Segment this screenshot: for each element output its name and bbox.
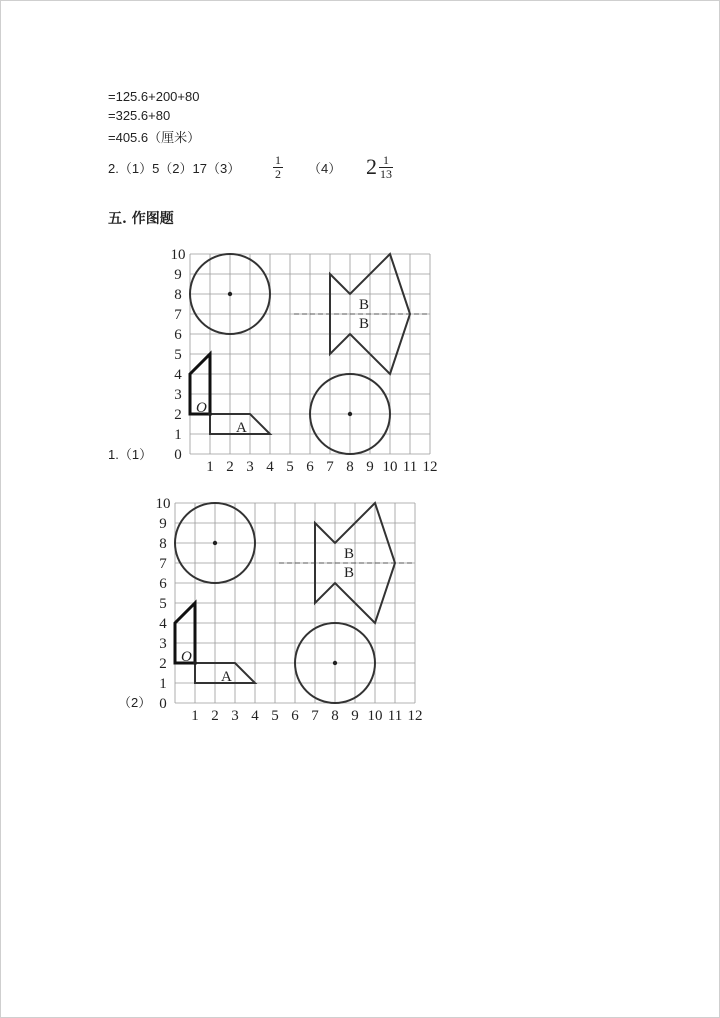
x-tick-label: 4 (266, 459, 274, 475)
x-tick-label: 5 (271, 708, 279, 724)
circle-center-dot (333, 661, 337, 665)
calc-line-2: =325.6+80 (108, 108, 171, 123)
x-tick-label: 12 (422, 459, 438, 475)
answer-2-prefix: 2.（1）5（2）17（3） (108, 161, 241, 176)
y-tick-label: 7 (159, 556, 167, 572)
mixed-number-denominator: 13 (380, 167, 392, 181)
y-tick-label: 5 (159, 596, 167, 612)
y-tick-label: 1 (174, 427, 182, 443)
mixed-number-numerator: 1 (383, 153, 389, 167)
label-o: O (181, 649, 192, 665)
x-tick-label: 12 (407, 708, 423, 724)
x-tick-label: 9 (351, 708, 359, 724)
y-tick-label: 5 (174, 347, 182, 363)
x-tick-label: 10 (367, 708, 383, 724)
label-b-top: B (358, 297, 370, 313)
question-1-label: 1.（1） (108, 447, 153, 462)
x-tick-label: 10 (382, 459, 398, 475)
x-tick-label: 6 (306, 459, 314, 475)
fraction-half-numerator: 1 (275, 153, 281, 167)
y-tick-label: 2 (159, 656, 167, 672)
y-tick-label: 4 (159, 616, 167, 632)
x-tick-label: 2 (226, 459, 234, 475)
x-tick-label: 8 (346, 459, 354, 475)
y-tick-label: 2 (174, 407, 182, 423)
x-tick-label: 11 (387, 708, 403, 724)
y-tick-label: 3 (174, 387, 182, 403)
x-tick-label: 1 (191, 708, 199, 724)
y-tick-label: 1 (159, 676, 167, 692)
y-tick-label: 10 (170, 247, 186, 263)
y-tick-label: 4 (174, 367, 182, 383)
y-tick-label: 9 (159, 516, 167, 532)
fraction-half-denominator: 2 (275, 167, 281, 181)
calc-line-3: =405.6（厘米） (108, 130, 201, 145)
x-tick-label: 3 (231, 708, 239, 724)
y-tick-label: 8 (159, 536, 167, 552)
y-tick-label: 0 (174, 447, 182, 463)
x-tick-label: 8 (331, 708, 339, 724)
y-tick-label: 8 (174, 287, 182, 303)
y-tick-label: 7 (174, 307, 182, 323)
x-tick-label: 11 (402, 459, 418, 475)
label-a: A (221, 669, 232, 685)
y-tick-label: 10 (155, 496, 171, 512)
x-tick-label: 3 (246, 459, 254, 475)
point-o-dot (193, 661, 197, 665)
x-tick-label: 4 (251, 708, 259, 724)
y-tick-label: 6 (159, 576, 167, 592)
mixed-number-whole: 2 (366, 154, 377, 179)
label-b-bottom: B (358, 316, 370, 332)
label-b-bottom: B (343, 565, 355, 581)
label-a: A (236, 420, 247, 436)
y-tick-label: 6 (174, 327, 182, 343)
x-tick-label: 2 (211, 708, 219, 724)
label-o: O (196, 400, 207, 416)
answer-2-part4: （4） (308, 161, 342, 176)
x-tick-label: 1 (206, 459, 214, 475)
y-tick-label: 3 (159, 636, 167, 652)
x-tick-label: 7 (326, 459, 334, 475)
x-tick-label: 9 (366, 459, 374, 475)
section-title: 五. 作图题 (108, 211, 174, 227)
y-tick-label: 0 (159, 696, 167, 712)
y-tick-label: 9 (174, 267, 182, 283)
question-2-label: （2） (118, 695, 152, 710)
circle-center-dot (213, 541, 217, 545)
label-b-top: B (343, 546, 355, 562)
x-tick-label: 6 (291, 708, 299, 724)
x-tick-label: 7 (311, 708, 319, 724)
calc-line-1: =125.6+200+80 (108, 89, 200, 104)
x-tick-label: 5 (286, 459, 294, 475)
